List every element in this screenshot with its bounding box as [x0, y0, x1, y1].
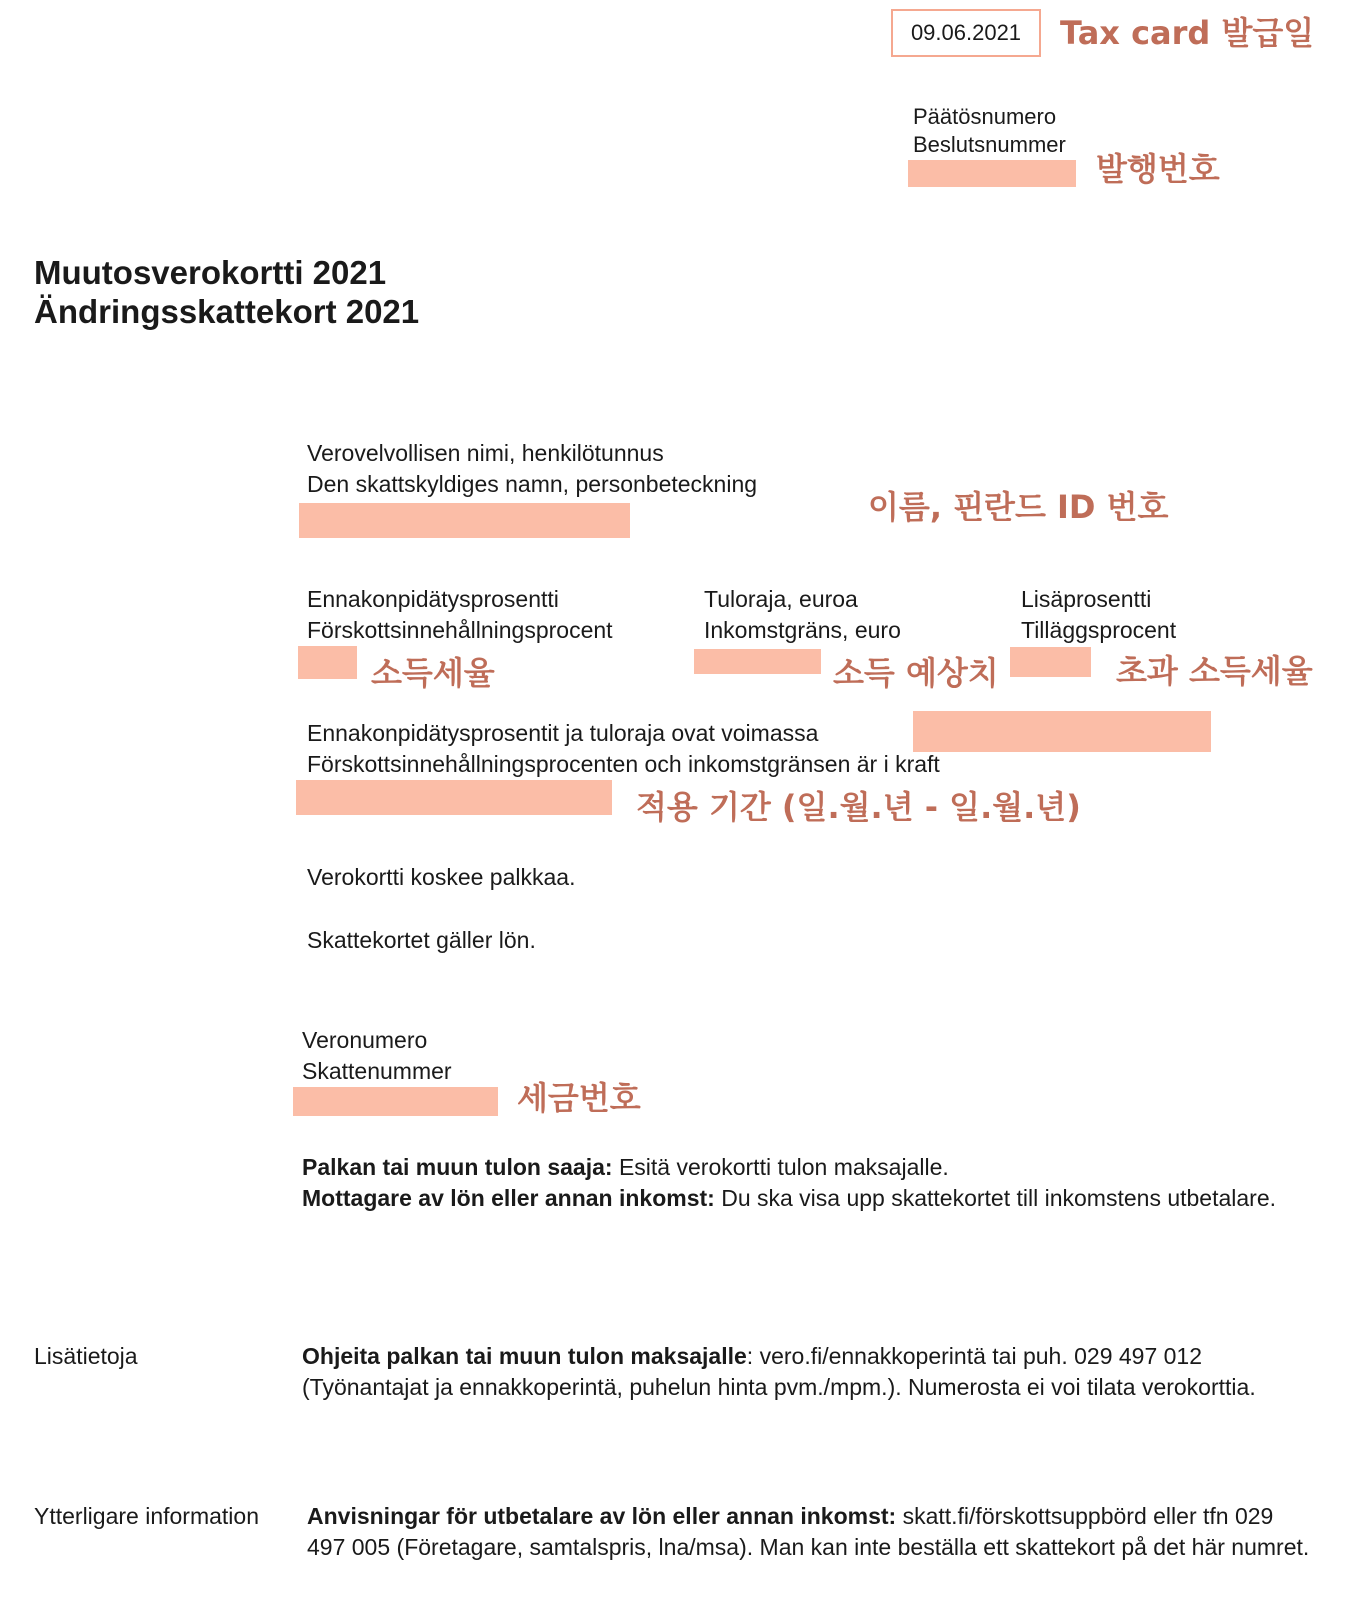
- more-info-sv: [307, 1501, 1317, 1563]
- validity-redaction-1: [913, 711, 1211, 752]
- taxpayer-redaction: [299, 503, 630, 538]
- more-info-fi: [302, 1341, 1322, 1403]
- more-info-label-fi: Lisätietoja: [34, 1343, 138, 1369]
- tax-number-label-fi: Veronumero: [302, 1027, 428, 1053]
- more-info-fi-bold: Ohjeita palkan tai muun tulon maksajalle: [302, 1343, 747, 1369]
- income-limit-redaction: [694, 649, 821, 674]
- additional-redaction: [1010, 647, 1091, 677]
- withholding-label-fi: Ennakonpidätysprosentti: [307, 586, 559, 612]
- annotation-additional: 초과 소득세율: [1116, 652, 1313, 690]
- annotation-withholding: 소득세율: [371, 654, 495, 692]
- recipient-sv: [302, 1183, 1322, 1214]
- withholding-redaction: [298, 646, 357, 679]
- issue-date-box: 09.06.2021: [891, 9, 1041, 57]
- annotation-issue-date: Tax card 발급일: [1060, 14, 1315, 52]
- decision-number-label-sv: Beslutsnummer: [913, 132, 1066, 157]
- page-title-fi: Muutosverokortti 2021: [34, 254, 387, 291]
- income-limit-label-sv: Inkomstgräns, euro: [704, 617, 901, 643]
- more-info-sv-bold: Anvisningar för utbetalare av lön eller annan inkomst:: [307, 1503, 897, 1529]
- additional-label-fi: Lisäprosentti: [1021, 586, 1152, 612]
- more-info-fi-text: : vero.fi/ennakkoperintä tai puh. 029 497 012 (Työnantajat ja ennakkoperintä, puhelun hinta pvm./mpm.). Numerosta ei voi tilata verokorttia.: [302, 1343, 1256, 1400]
- annotation-name-id: 이름, 핀란드 ID 번호: [868, 488, 1169, 526]
- income-limit-label-fi: Tuloraja, euroa: [704, 586, 858, 612]
- page-title-sv: Ändringsskattekort 2021: [34, 293, 420, 330]
- taxpayer-label-fi: Verovelvollisen nimi, henkilötunnus: [307, 440, 664, 466]
- validity-text-sv: Förskottsinnehållningsprocenten och inkomstgränsen är i kraft: [307, 751, 940, 777]
- recipient-sv-text: Du ska visa upp skattekortet till inkomstens utbetalare.: [714, 1185, 1277, 1211]
- applies-sv: Skattekortet gäller lön.: [307, 927, 536, 953]
- annotation-tax-number: 세금번호: [517, 1079, 641, 1117]
- taxpayer-label-sv: Den skattskyldiges namn, personbeteckning: [307, 471, 758, 497]
- applies-fi: Verokortti koskee palkkaa.: [307, 864, 576, 890]
- recipient-fi-bold: Palkan tai muun tulon saaja:: [302, 1154, 613, 1180]
- more-info-label-sv: Ytterligare information: [34, 1503, 259, 1529]
- more-info-sv-text: skatt.fi/förskottsuppbörd eller tfn 029 497 005 (Företagare, samtalspris, lna/msa). Man kan inte beställa ett skattekort på det här numret.: [307, 1503, 1310, 1560]
- validity-text-fi: Ennakonpidätysprosentit ja tuloraja ovat voimassa: [307, 720, 819, 746]
- annotation-income-limit: 소득 예상치: [833, 654, 999, 692]
- recipient-fi: [302, 1152, 949, 1183]
- annotation-decision-number: 발행번호: [1096, 150, 1220, 188]
- decision-number-redaction: [908, 160, 1076, 187]
- validity-redaction-2: [296, 780, 612, 815]
- recipient-sv-bold: Mottagare av lön eller annan inkomst:: [302, 1185, 715, 1211]
- additional-label-sv: Tilläggsprocent: [1021, 617, 1177, 643]
- recipient-fi-text: Esitä verokortti tulon maksajalle.: [612, 1154, 949, 1180]
- withholding-label-sv: Förskottsinnehållningsprocent: [307, 617, 613, 643]
- tax-number-redaction: [293, 1087, 498, 1116]
- tax-number-label-sv: Skattenummer: [302, 1058, 452, 1084]
- annotation-validity: 적용 기간 (일.월.년 - 일.월.년): [636, 788, 1081, 826]
- decision-number-label-fi: Päätösnumero: [913, 104, 1057, 129]
